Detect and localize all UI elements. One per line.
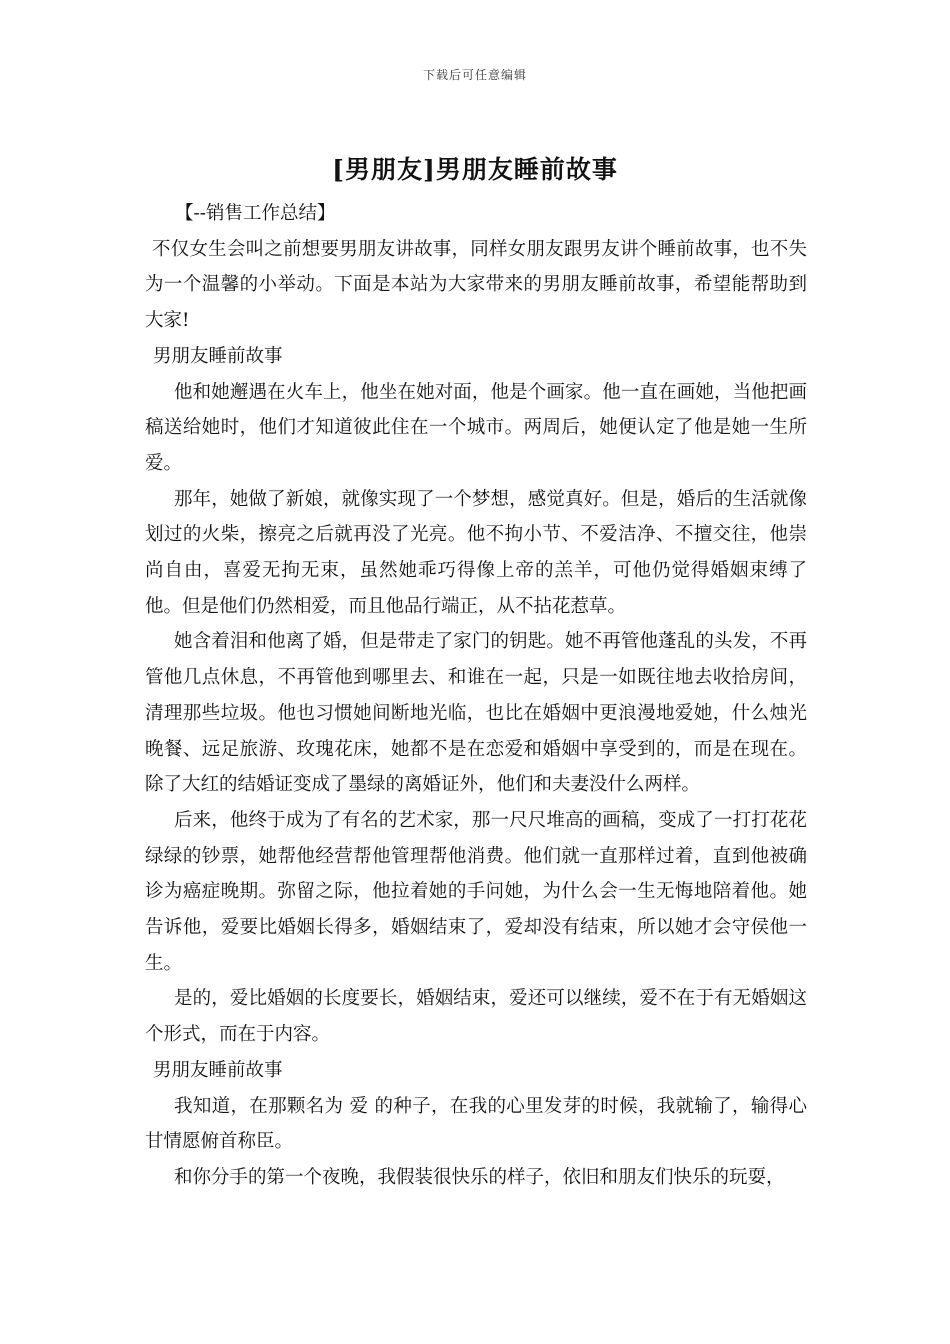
intro-paragraph: 不仅女生会叫之前想要男朋友讲故事，同样女朋友跟男友讲个睡前故事，也不失为一个温馨的小举动。下面是本站为大家带来的男朋友睡前故事，希望能帮助到大家!: [145, 238, 807, 332]
category-tag: 【--销售工作总结】: [175, 203, 336, 224]
story-paragraph: 那年，她做了新娘，就像实现了一个梦想，感觉真好。但是，婚后的生活就像划过的火柴，擦亮之后就再没了光亮。他不拘小节、不爱洁净、不擅交往，他崇尚自由，喜爱无拘无束，虽然她乖巧得像上帝的羔羊，可他仍觉得婚姻束缚了他。但是他们仍然相爱，而且他品行端正，从不拈花惹草。: [145, 488, 807, 617]
section-heading: 男朋友睡前故事: [153, 1059, 283, 1081]
story-paragraph: 他和她邂遇在火车上，他坐在她对面，他是个画家。他一直在画她，当他把画稿送给她时，他们才知道彼此住在一个城市。两周后，她便认定了他是她一生所爱。: [145, 381, 807, 474]
header-note: 下载后可任意编辑: [422, 68, 527, 82]
story-paragraph: 后来，他终于成为了有名的艺术家，那一尺尺堆高的画稿，变成了一打打花花绿绿的钞票，她帮他经营帮他管理帮他消费。他们就一直那样过着，直到他被确诊为癌症晚期。弥留之际，他拉着她的手问她，为什么会一生无悔地陪着他。她告诉他，爱要比婚姻长得多，婚姻结束了，爱却没有结束，所以她才会守侯他一生。: [145, 809, 807, 974]
story-paragraph: 是的，爱比婚姻的长度要长，婚姻结束，爱还可以继续，爱不在于有无婚姻这个形式，而在于内容。: [145, 988, 807, 1046]
section-heading: 男朋友睡前故事: [153, 345, 283, 367]
story-paragraph: 她含着泪和他离了婚，但是带走了家门的钥匙。她不再管他蓬乱的头发，不再管他几点休息，不再管他到哪里去、和谁在一起，只是一如既往地去收拾房间，清理那些垃圾。他也习惯她间断地光临，也比在婚姻中更浪漫地爱她，什么烛光晚餐、远足旅游、玫瑰花床，她都不是在恋爱和婚姻中享受到的，而是在现在。除了大红的结婚证变成了墨绿的离婚证外，他们和夫妻没什么两样。: [145, 631, 807, 796]
document-body: [145, 196, 807, 1196]
document-title: [男朋友]男朋友睡前故事: [332, 155, 618, 184]
story-paragraph: 和你分手的第一个夜晚，我假装很快乐的样子，依旧和朋友们快乐的玩耍，: [174, 1166, 785, 1188]
story-paragraph: 我知道，在那颗名为 爱 的种子，在我的心里发芽的时候，我就输了，输得心甘情愿俯首称臣。: [145, 1095, 807, 1153]
